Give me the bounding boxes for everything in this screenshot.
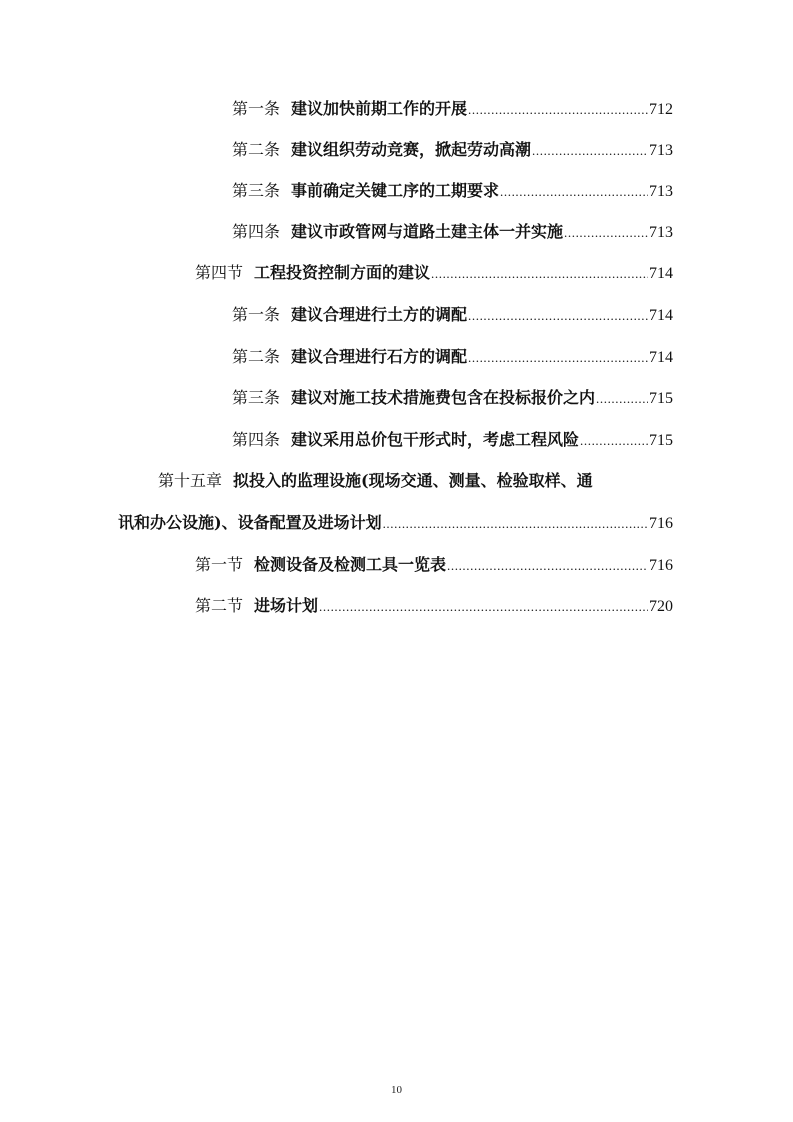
toc-leader-dots (468, 301, 648, 330)
toc-entry-number: 第三条 (232, 388, 281, 407)
toc-leader-dots (447, 551, 648, 580)
toc-leader-dots (468, 343, 648, 372)
toc-entry-title: 进场计划 (254, 596, 319, 615)
toc-entry-number: 第一条 (232, 99, 281, 118)
toc-entry-page: 712 (649, 101, 673, 118)
toc-leader-dots (319, 592, 648, 621)
toc-entry-title: 讯和办公设施)、设备配置及进场计划 (118, 513, 382, 532)
toc-entry-page: 715 (649, 390, 673, 407)
toc-entry-page: 713 (649, 142, 673, 159)
toc-entry-page: 716 (649, 515, 673, 532)
toc-entry-number: 第四条 (232, 430, 281, 449)
toc-entry-number: 第一条 (232, 305, 281, 324)
toc-entry-page: 714 (649, 349, 673, 366)
toc-entry-page: 713 (649, 183, 673, 200)
toc-entry[interactable] (232, 94, 673, 124)
toc-entry-title: 建议市政管网与道路土建主体一并实施 (291, 222, 564, 241)
toc-entry-number: 第十五章 (158, 471, 223, 490)
toc-leader-dots (532, 136, 648, 165)
toc-entry-title: 工程投资控制方面的建议 (254, 263, 431, 282)
toc-entry-page: 714 (649, 265, 673, 282)
toc-entry-number: 第二条 (232, 347, 281, 366)
toc-leader-dots (564, 218, 648, 247)
toc-entry-page: 716 (649, 557, 673, 574)
toc-entry-number: 第二条 (232, 140, 281, 159)
toc-entry-title: 事前确定关键工序的工期要求 (291, 181, 500, 200)
toc-entry-number: 第四条 (232, 222, 281, 241)
toc-entry-title: 建议合理进行土方的调配 (291, 305, 468, 324)
toc-entry-title: 检测设备及检测工具一览表 (254, 555, 447, 574)
toc-entry-title: 建议组织劳动竞赛，掀起劳动高潮 (291, 140, 532, 159)
toc-entry[interactable] (195, 591, 673, 621)
toc-entry-title: 建议合理进行石方的调配 (291, 347, 468, 366)
toc-entry-page: 714 (649, 307, 673, 324)
toc-entry-number: 第一节 (195, 555, 244, 574)
toc-entry-number: 第四节 (195, 263, 244, 282)
toc-entry[interactable] (232, 217, 673, 247)
toc-entry[interactable] (232, 176, 673, 206)
toc-entry-page: 715 (649, 432, 673, 449)
toc-entry-chapter[interactable] (158, 466, 673, 496)
toc-entry-page: 720 (649, 598, 673, 615)
toc-leader-dots (431, 259, 648, 288)
toc-entry-title: 建议对施工技术措施费包含在投标报价之内 (291, 388, 596, 407)
toc-entry[interactable] (232, 135, 673, 165)
toc-entry-title: 拟投入的监理设施(现场交通、测量、检验取样、通 (233, 471, 593, 490)
toc-leader-dots (383, 509, 648, 538)
toc-leader-dots (596, 384, 648, 413)
toc-entry[interactable] (232, 425, 673, 455)
toc-entry[interactable] (232, 300, 673, 330)
toc-leader-dots (500, 177, 648, 206)
page-number: 10 (391, 1084, 402, 1096)
toc-entry[interactable] (232, 342, 673, 372)
toc-entry-chapter-continued[interactable] (118, 508, 673, 538)
toc-entry-title: 建议采用总价包干形式时，考虑工程风险 (291, 430, 580, 449)
toc-entry[interactable] (195, 258, 673, 288)
toc-entry-title: 建议加快前期工作的开展 (291, 99, 468, 118)
toc-entry[interactable] (232, 383, 673, 413)
toc-entry-number: 第二节 (195, 596, 244, 615)
toc-leader-dots (580, 426, 648, 455)
toc-entry-number: 第三条 (232, 181, 281, 200)
toc-leader-dots (468, 95, 648, 124)
toc-entry-page: 713 (649, 224, 673, 241)
toc-entry[interactable] (195, 550, 673, 580)
